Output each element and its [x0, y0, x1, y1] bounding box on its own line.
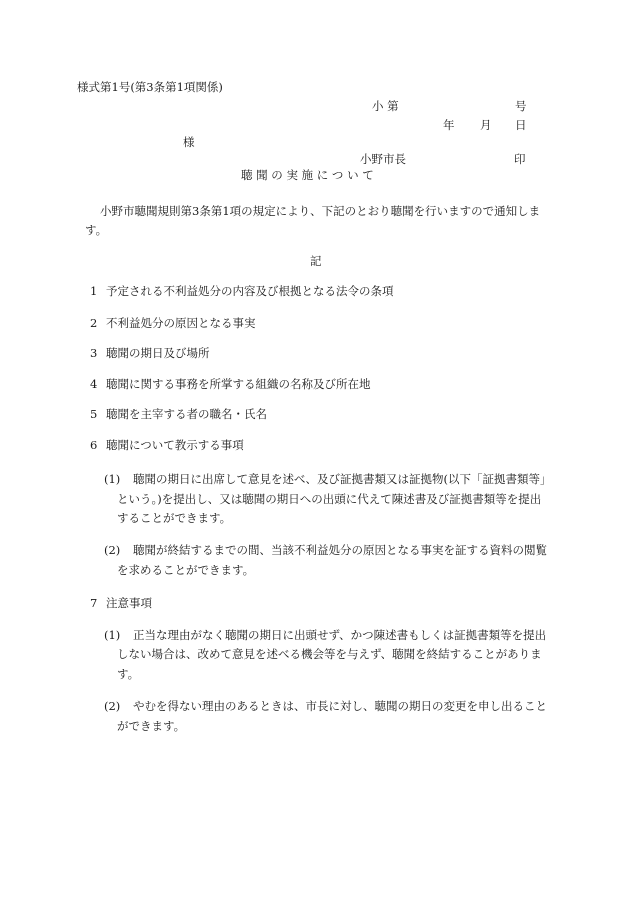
- document-title: 聴 聞 の 実 施 に つ い て: [241, 168, 374, 182]
- addressee-honorific: 様: [183, 135, 195, 149]
- sender-name: 小野市長: [360, 152, 406, 166]
- list-item-text: 聴聞について教示する事項: [106, 438, 244, 452]
- ki-heading: 記: [310, 254, 322, 268]
- list-item-number: 2: [90, 316, 98, 330]
- seal-mark: 印: [514, 152, 526, 166]
- sub-item-line: やむを得ない理由のあるときは、市長に対し、聴聞の期日の変更を申し出ること: [133, 699, 547, 713]
- sub-item-line: しない場合は、改めて意見を述べる機会等を与えず、聴聞を終結することがありま: [117, 647, 542, 661]
- date-day: 日: [515, 118, 527, 132]
- date-year: 年: [443, 118, 455, 132]
- sub-item-line: す。: [117, 667, 140, 681]
- list-item-text: 聴聞を主宰する者の職名・氏名: [106, 407, 267, 421]
- sub-item-line: 正当な理由がなく聴聞の期日に出頭せず、かつ陳述書もしくは証拠書類等を提出: [133, 628, 547, 642]
- document-number-prefix: 小 第: [372, 99, 399, 113]
- sub-item-line: という。)を提出し、又は聴聞の期日への出頭に代えて陳述書及び証拠書類等を提出: [117, 492, 542, 506]
- list-item-text: 注意事項: [106, 596, 152, 610]
- list-item-text: 聴聞の期日及び場所: [106, 346, 210, 360]
- sub-item-number: (1): [104, 472, 121, 486]
- sub-item-line: 聴聞の期日に出席して意見を述べ、及び証拠書類又は証拠物(以下「証拠書類等」: [133, 472, 552, 486]
- sub-item-number: (2): [104, 543, 121, 557]
- sub-item-line: することができます。: [117, 511, 232, 525]
- list-item-number: 5: [90, 407, 98, 421]
- date-month: 月: [480, 118, 492, 132]
- sub-item-number: (2): [104, 699, 121, 713]
- list-item-number: 1: [90, 284, 98, 298]
- list-item-number: 4: [90, 377, 98, 391]
- list-item-number: 7: [90, 596, 98, 610]
- list-item-number: 3: [90, 346, 98, 360]
- list-item-number: 6: [90, 438, 98, 452]
- list-item-text: 聴聞に関する事務を所掌する組織の名称及び所在地: [106, 377, 371, 391]
- list-item-text: 予定される不利益処分の内容及び根拠となる法令の条項: [106, 284, 394, 298]
- sub-item-number: (1): [104, 628, 121, 642]
- sub-item-line: を求めることができます。: [117, 563, 255, 577]
- intro-line-1: 小野市聴聞規則第3条第1項の規定により、下記のとおり聴聞を行いますので通知しま: [100, 204, 541, 218]
- intro-line-2: す。: [85, 223, 108, 237]
- document-number-suffix: 号: [515, 99, 527, 113]
- list-item-text: 不利益処分の原因となる事実: [106, 316, 256, 330]
- sub-item-line: 聴聞が終結するまでの間、当該不利益処分の原因となる事実を証する資料の閲覧: [133, 543, 547, 557]
- sub-item-line: ができます。: [117, 719, 186, 733]
- form-label: 様式第1号(第3条第1項関係): [77, 80, 223, 94]
